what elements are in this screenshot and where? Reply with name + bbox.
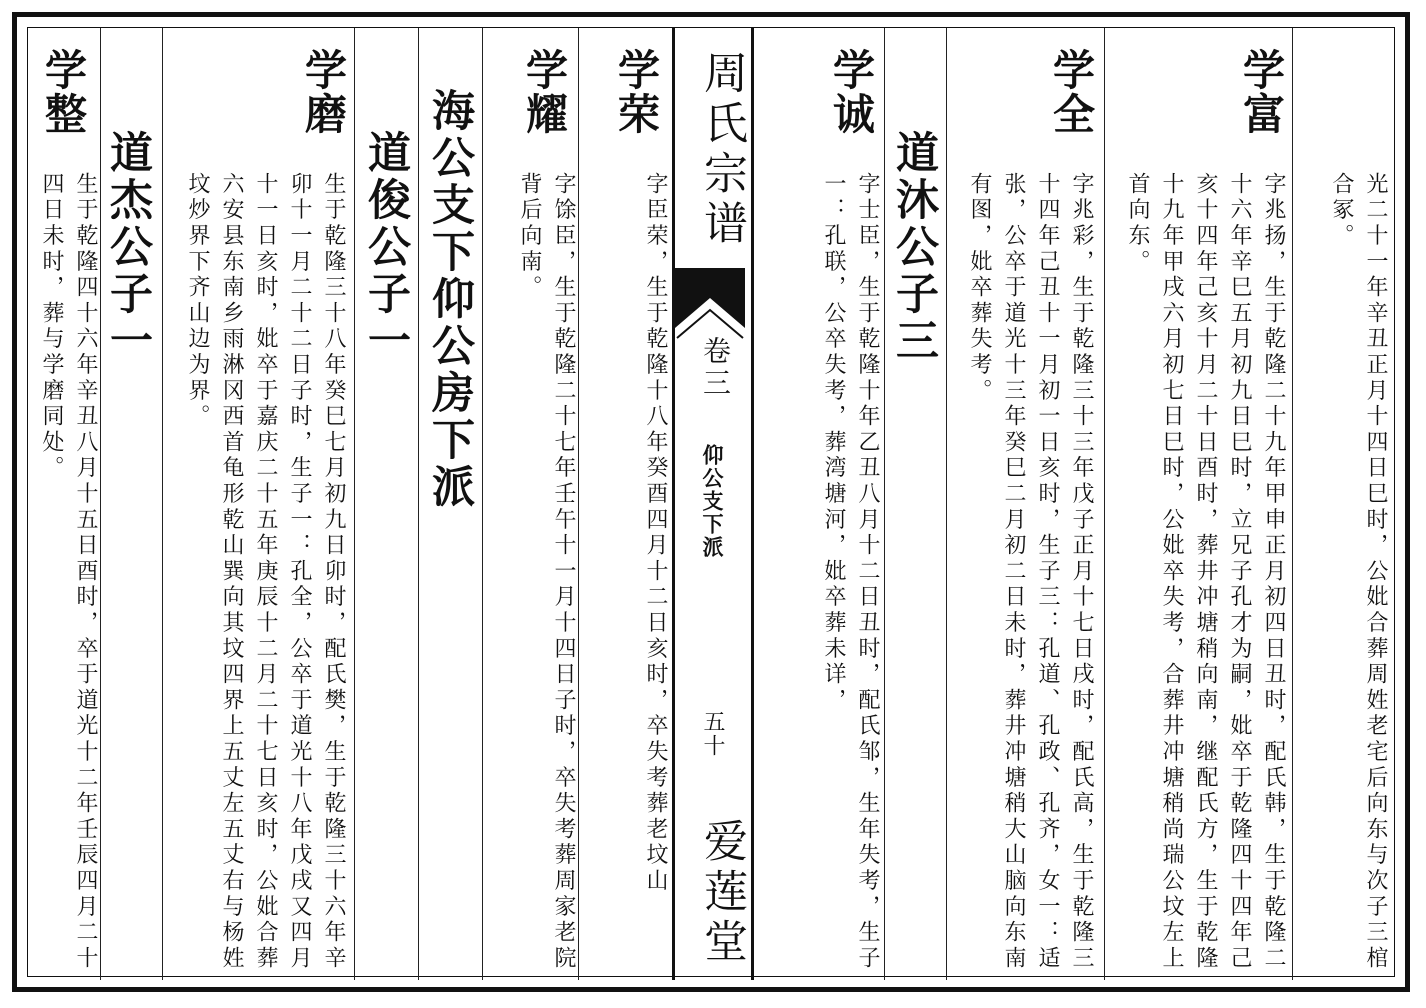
- entry-text: 生于乾隆三十八年癸巳七月初九日卯时，配氏樊，生于乾隆三十六年辛卯十一月二十二日子时，生子一：孔全，公卒于道光十八年戊戌又四月十一日亥时，妣卒于嘉庆二十五年庚辰十二月二十七日亥时，公妣合葬六安县东南乡雨淋冈西首龟形乾山巽向其坟四界上五丈左五丈右与杨姓坟炒界下齐山边为界。: [185, 172, 346, 972]
- subheading: 道俊公子一: [361, 130, 411, 365]
- entry-text: 字馀臣，生于乾隆二十七年壬午十一月十四日子时，卒失考葬周家老院背后向南。: [517, 172, 576, 972]
- entry-text: 字臣荣，生于乾隆十八年癸酉四月十二日亥时，卒失考葬老坟山: [643, 172, 668, 895]
- entry-name: 学整: [39, 48, 88, 136]
- divider: [482, 28, 483, 980]
- spine-page-number: 五十: [700, 710, 725, 758]
- spine: [672, 28, 754, 980]
- section-heading: 海公支下仰公房下派: [425, 88, 475, 511]
- divider: [354, 28, 355, 980]
- entry-name: 学荣: [612, 48, 661, 136]
- divider: [1292, 28, 1293, 980]
- spine-volume: 卷三: [699, 336, 732, 400]
- entry-name: 学全: [1047, 48, 1096, 136]
- entry-text: 字兆彩，生于乾隆三十三年戊子正月十七日戌时，配氏高，生于乾隆三十四年己丑十一月初一日亥时，生子三：孔道、孔政、孔齐，女一：适张，公卒于道光十三年癸巳二月初二日未时，葬井冲塘稍大山脑向东南有图，妣卒葬失考。: [967, 172, 1094, 972]
- entry-name: 学诚: [827, 48, 876, 136]
- subheading: 道沐公子三: [889, 130, 939, 365]
- entry-text: 字士臣，生于乾隆十年乙丑八月十二日丑时，配氏邹，生年失考，生子一：孔联，公卒失考，葬湾塘河，妣卒葬未详，: [821, 172, 880, 972]
- entry-name: 学磨: [299, 48, 348, 136]
- entry-name: 学耀: [520, 48, 569, 136]
- spine-hall-name: 爱莲堂: [696, 818, 747, 968]
- divider: [946, 28, 947, 980]
- spine-section: 仰公支下派: [700, 444, 725, 559]
- entry-text: 字兆扬，生于乾隆二十九年甲申正月初四日丑时，配氏韩，生于乾隆二十六年辛巳五月初九日巳时，立兄子孔才为嗣，妣卒于乾隆四十四年己亥十四年己亥十月二十日酉时，葬井冲塘稍向南，继配氏方，生于乾隆十九年甲戌六月初七日巳时，公妣卒失考，合葬井冲塘稍尚瑞公坟左上首向东。: [1125, 172, 1286, 972]
- spine-title: 周氏宗谱: [696, 50, 747, 250]
- divider: [418, 28, 419, 980]
- entry-name: 学富: [1237, 48, 1286, 136]
- divider: [1104, 28, 1105, 980]
- divider: [884, 28, 885, 980]
- subheading: 道杰公子一: [103, 130, 153, 365]
- entry-text: 生于乾隆四十六年辛丑八月十五日酉时，卒于道光十二年壬辰四月二十四日未时，葬与学磨同处。: [39, 172, 98, 972]
- divider: [162, 28, 163, 980]
- continuation-text: 光二十一年辛丑正月十四日巳时，公妣合葬周姓老宅后向东与次子三棺合冢。: [1329, 172, 1388, 972]
